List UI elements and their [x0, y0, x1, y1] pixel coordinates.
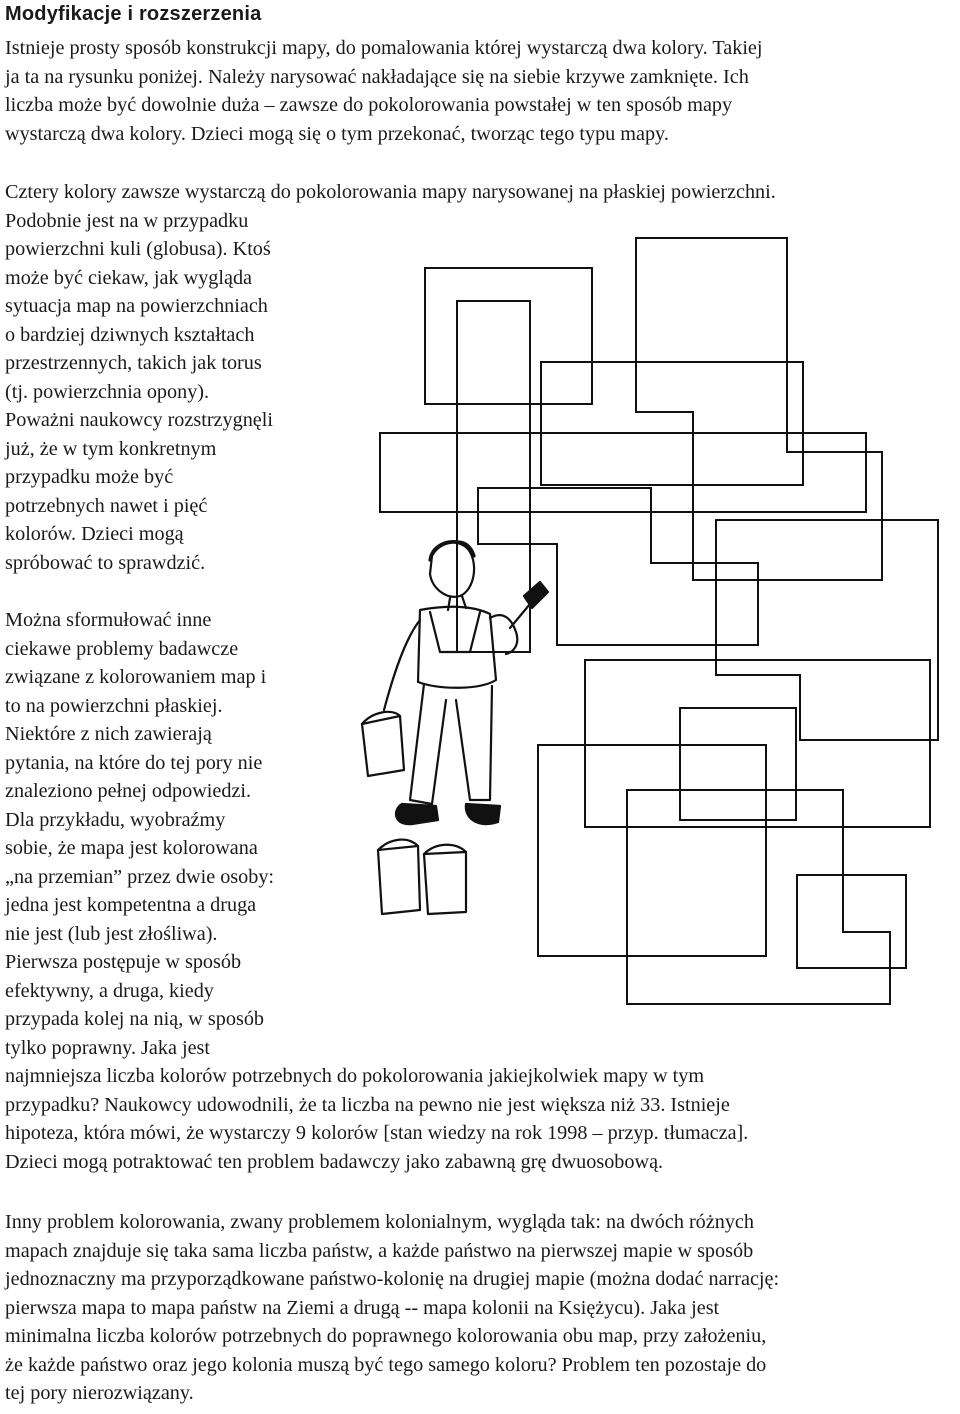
text-line: przestrzennych, takich jak torus: [5, 352, 262, 374]
text-line: minimalna liczba kolorów potrzebnych do poprawnego kolorowania obu map, przy założeniu,: [5, 1325, 767, 1347]
text-line: pierwsza mapa to mapa państw na Ziemi a drugą -- mapa kolonii na Księżycu). Jaka jest: [5, 1296, 720, 1319]
painter-illustration-icon: [362, 542, 548, 914]
text-line: hipoteza, która mówi, że wystarczy 9 kolorów [stan wiedzy na rok 1998 – przyp. tłumacza].: [5, 1122, 749, 1144]
text-line: mapach znajduje się taka sama liczba państw, a każde państwo na pierwszej mapie w sposób: [5, 1239, 754, 1262]
text-line: Cztery kolory zawsze wystarczą do pokolorowania mapy narysowanej na płaskiej powierzchni.: [5, 181, 776, 203]
text-line: nie jest (lub jest złośliwa).: [5, 922, 218, 945]
text-line: Dzieci mogą potraktować ten problem badawczy jako zabawną grę dwuosobową.: [5, 1150, 664, 1173]
text-line: sobie, że mapa jest kolorowana: [5, 837, 258, 859]
closed-curve: [425, 268, 592, 404]
text-line: Można sformułować inne: [5, 609, 212, 631]
text-line: związane z kolorowaniem map i: [5, 666, 267, 688]
text-line: najmniejsza liczba kolorów potrzebnych do pokolorowania jakiejkolwiek mapy w tym: [5, 1065, 705, 1087]
text-line: o bardziej dziwnych kształtach: [5, 323, 255, 346]
text-line: Niektóre z nich zawierają: [5, 723, 212, 745]
closed-curve: [680, 708, 796, 820]
text-line: ja ta na rysunku poniżej. Należy narysować nakładające się na siebie krzywe zamknięte. Ich: [5, 65, 749, 88]
text-line: może być ciekaw, jak wygląda: [5, 266, 253, 289]
text-line: przypadku może być: [5, 466, 174, 488]
text-line: wystarczą dwa kolory. Dzieci mogą się o tym przekonać, tworząc tego typu mapy.: [5, 122, 669, 145]
closed-curve: [380, 433, 866, 512]
text-line: kolorów. Dzieci mogą: [5, 523, 184, 545]
text-line: tej pory nierozwiązany.: [5, 1382, 194, 1404]
text-line: Podobnie jest na w przypadku: [5, 209, 249, 232]
text-line: to na powierzchni płaskiej.: [5, 694, 223, 717]
closed-curve: [636, 238, 882, 580]
page-heading: Modyfikacje i rozszerzenia: [5, 3, 262, 25]
closed-curve: [457, 301, 530, 652]
closed-curve: [541, 362, 803, 485]
closed-curve: [627, 790, 890, 1004]
closed-curve: [585, 660, 930, 827]
text-line: pytania, na które do tej pory nie: [5, 751, 263, 774]
text-line: jedna jest kompetentna a druga: [5, 894, 257, 916]
text-line: Pierwsza postępuje w sposób: [5, 951, 242, 973]
text-line: Poważni naukowcy rozstrzygnęli: [5, 409, 273, 431]
text-line: ciekawe problemy badawcze: [5, 637, 239, 660]
text-line: (tj. powierzchnia opony).: [5, 380, 210, 403]
text-line: powierzchni kuli (globusa). Ktoś: [5, 238, 271, 260]
text-line: znaleziono pełnej odpowiedzi.: [5, 780, 252, 802]
text-line: efektywny, a druga, kiedy: [5, 979, 214, 1002]
text-line: jednoznaczny ma przyporządkowane państwo-kolonię na drugiej mapie (można dodać narrację:: [5, 1268, 780, 1290]
text-line: przypada kolej na nią, w sposób: [5, 1008, 265, 1030]
text-line: potrzebnych nawet i pięć: [5, 494, 208, 517]
text-line: liczba może być dowolnie duża – zawsze do pokolorowania powstałej w ten sposób mapy: [5, 94, 733, 116]
text-line: że każde państwo oraz jego kolonia muszą być tego samego koloru? Problem ten pozostaje do: [5, 1353, 767, 1376]
text-line: Inny problem kolorowania, zwany problemem kolonialnym, wygląda tak: na dwóch różnych: [5, 1211, 754, 1233]
text-line: przypadku? Naukowcy udowodnili, że ta liczba na pewno nie jest większa niż 33. Istnieje: [5, 1093, 730, 1116]
overlapping-curves-icon: [380, 238, 938, 1004]
text-line: Istnieje prosty sposób konstrukcji mapy, do pomalowania której wystarczą dwa kolory. Takiej: [5, 37, 763, 59]
text-line: sytuacja map na powierzchniach: [5, 295, 268, 317]
text-line: spróbować to sprawdzić.: [5, 551, 206, 574]
text-line: tylko poprawny. Jaka jest: [5, 1036, 211, 1059]
text-line: już, że w tym konkretnym: [5, 437, 217, 460]
text-line: „na przemian” przez dwie osoby:: [5, 865, 275, 888]
closed-curve: [538, 745, 766, 956]
text-line: Dla przykładu, wyobraźmy: [5, 808, 226, 831]
